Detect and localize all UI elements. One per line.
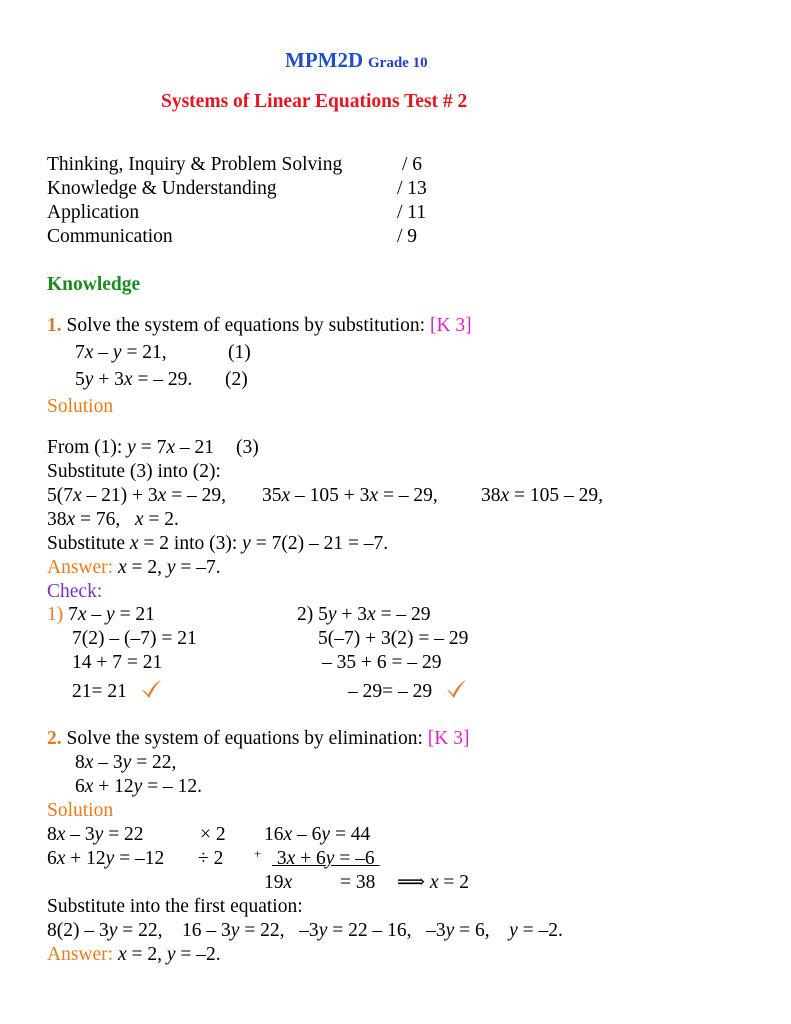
q2-row-1-eq: 8x – 3y = 22 [47, 824, 144, 845]
check-1-line-3: 14 + 7 = 21 [72, 652, 163, 673]
check-1-line-1: 1) 7x – y = 21 [47, 604, 155, 625]
check-1-number: 1) [47, 604, 64, 625]
course-header [285, 48, 428, 75]
q1-step-3a: 5(7x – 21) + 3x = – 29, [47, 485, 227, 506]
check-2-line-1: 2) 5y + 3x = – 29 [297, 604, 431, 625]
q1-step-5-prefix: Substitute [47, 533, 126, 554]
q1-step-2: Substitute (3) into (2): [47, 461, 221, 482]
q2-step-substitute: Substitute into the first equation: [47, 896, 303, 917]
q2-row-3-right: = 38 [340, 872, 376, 893]
check-2-number: 2) [297, 604, 314, 625]
marks-category-thinking: Thinking, Inquiry & Problem Solving [47, 154, 343, 175]
check-1-line-4: 21= 21 [72, 679, 162, 704]
question-2-tag: [K 3] [427, 728, 470, 749]
q1-solution-label: Solution [47, 396, 114, 417]
q2-equation-2: 6x + 12y = – 12. [75, 776, 203, 797]
q1-step-5: Substitute x = 2 into (3): y = 7(2) – 21 = –7. [47, 533, 389, 554]
q1-step-3b: 35x – 105 + 3x = – 29, [262, 485, 438, 506]
checkmark-icon [445, 679, 467, 699]
q1-step-1: From (1): y = 7x – 21 [47, 437, 214, 458]
question-1-text: Solve the system of equations by substitution: [66, 315, 426, 336]
q2-row-2-result: 3x + 6y = –6 [272, 848, 380, 869]
q1-answer-label: Answer: [47, 557, 114, 578]
marks-category-application: Application [47, 202, 140, 223]
q2-answer-label: Answer: [47, 944, 114, 965]
check-2-line-2: 5(–7) + 3(2) = – 29 [318, 628, 469, 649]
marks-total-application: / 11 [397, 202, 427, 223]
q1-step-4: 38x = 76, x = 2. [47, 509, 179, 530]
q1-equation-1: 7x – y = 21, [75, 342, 167, 363]
q1-check-label: Check: [47, 581, 103, 602]
q1-equation-2-tag: (2) [225, 369, 248, 390]
q1-step-1-tag: (3) [236, 437, 259, 458]
grade-label: Grade 10 [368, 55, 428, 71]
check-1-line-2: 7(2) – (–7) = 21 [72, 628, 197, 649]
marks-category-knowledge: Knowledge & Understanding [47, 178, 277, 199]
marks-category-communication: Communication [47, 226, 173, 247]
question-2-number: 2. [47, 728, 62, 749]
q2-row-3-left: 19x [264, 872, 293, 893]
q2-row-2-eq: 6x + 12y = –12 [47, 848, 165, 869]
section-heading: Knowledge [47, 274, 141, 295]
implies-icon: ⟹ [397, 872, 425, 893]
q2-row-2-op: ÷ 2 [198, 848, 224, 869]
marks-total-knowledge: / 13 [397, 178, 427, 199]
question-1-tag: [K 3] [429, 315, 472, 336]
test-title: Systems of Linear Equations Test # 2 [161, 91, 468, 112]
q2-answer: Answer: x = 2, y = –2. [47, 944, 221, 965]
check-2-line-4: – 29= – 29 [348, 679, 467, 704]
question-2-prompt [47, 727, 469, 751]
q1-step-1-prefix: From (1): [47, 437, 123, 458]
marks-total-communication: / 9 [397, 226, 418, 247]
q2-row-1-result: 16x – 6y = 44 [264, 824, 371, 845]
q2-plus-sign: + [254, 846, 262, 861]
check-2-line-3: – 35 + 6 = – 29 [322, 652, 442, 673]
q1-equation-2: 5y + 3x = – 29. [75, 369, 193, 390]
question-2-text: Solve the system of equations by elimination: [66, 728, 423, 749]
marks-total-thinking: / 6 [402, 154, 423, 175]
q1-answer: Answer: x = 2, y = –7. [47, 557, 221, 578]
q2-equation-1: 8x – 3y = 22, [75, 752, 177, 773]
q1-step-5-into: into (3): [173, 533, 238, 554]
question-1-prompt [47, 314, 472, 338]
course-code: MPM2D [285, 48, 364, 72]
q2-row-3-implies: ⟹ x = 2 [397, 872, 469, 893]
q1-equation-1-tag: (1) [228, 342, 251, 363]
checkmark-icon [140, 679, 162, 699]
q2-solution-label: Solution [47, 800, 114, 821]
q2-step-solve: 8(2) – 3y = 22, 16 – 3y = 22, –3y = 22 – 16, –3y = 6, y = –2. [47, 920, 563, 941]
q2-row-1-op: × 2 [200, 824, 226, 845]
question-1-number: 1. [47, 315, 62, 336]
q1-step-3c: 38x = 105 – 29, [481, 485, 604, 506]
